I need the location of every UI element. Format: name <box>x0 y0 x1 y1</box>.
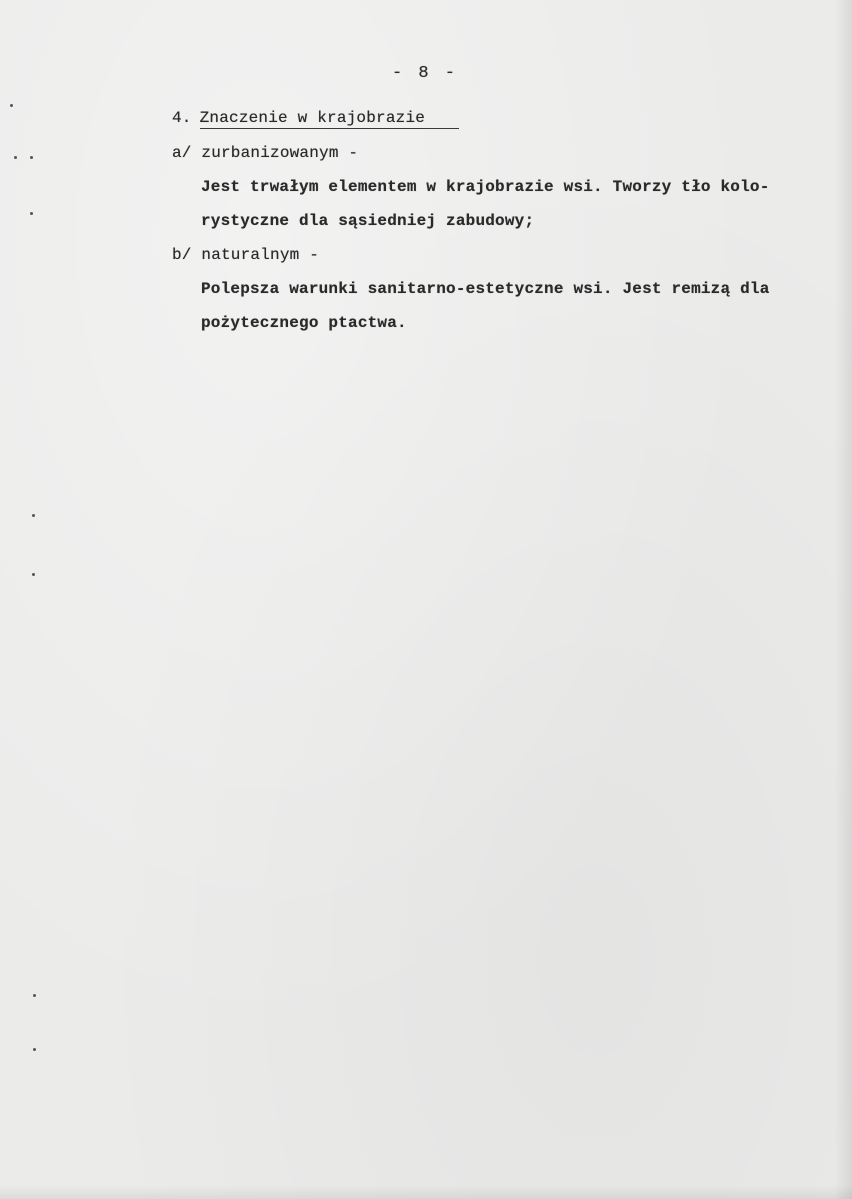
page-number: - 8 - <box>392 64 459 83</box>
margin-speck <box>33 994 36 997</box>
item-b-line-2: pożytecznego ptactwa. <box>201 314 407 332</box>
item-b-line-1: Polepsza warunki sanitarno-estetyczne wsi. Jest remizą dla <box>201 280 770 298</box>
margin-speck <box>30 156 33 159</box>
margin-speck <box>32 514 35 517</box>
item-a-line-2: rystyczne dla sąsiedniej zabudowy; <box>201 212 535 230</box>
margin-speck <box>30 212 33 215</box>
item-b-label: b/ naturalnym - <box>172 246 320 264</box>
item-a-label: a/ zurbanizowanym - <box>172 144 359 162</box>
section-title: Znaczenie w krajobrazie <box>200 108 459 129</box>
section-heading <box>172 108 459 129</box>
section-number: 4. <box>172 109 192 127</box>
paper-edge-shadow-right <box>834 0 852 1199</box>
margin-speck <box>14 156 17 159</box>
margin-speck <box>33 1048 36 1051</box>
margin-speck <box>32 573 35 576</box>
item-a-line-1: Jest trwałym elementem w krajobrazie wsi. Tworzy tło kolo- <box>201 178 770 196</box>
paper-edge-shadow-bottom <box>0 1185 852 1199</box>
margin-speck <box>10 104 13 107</box>
